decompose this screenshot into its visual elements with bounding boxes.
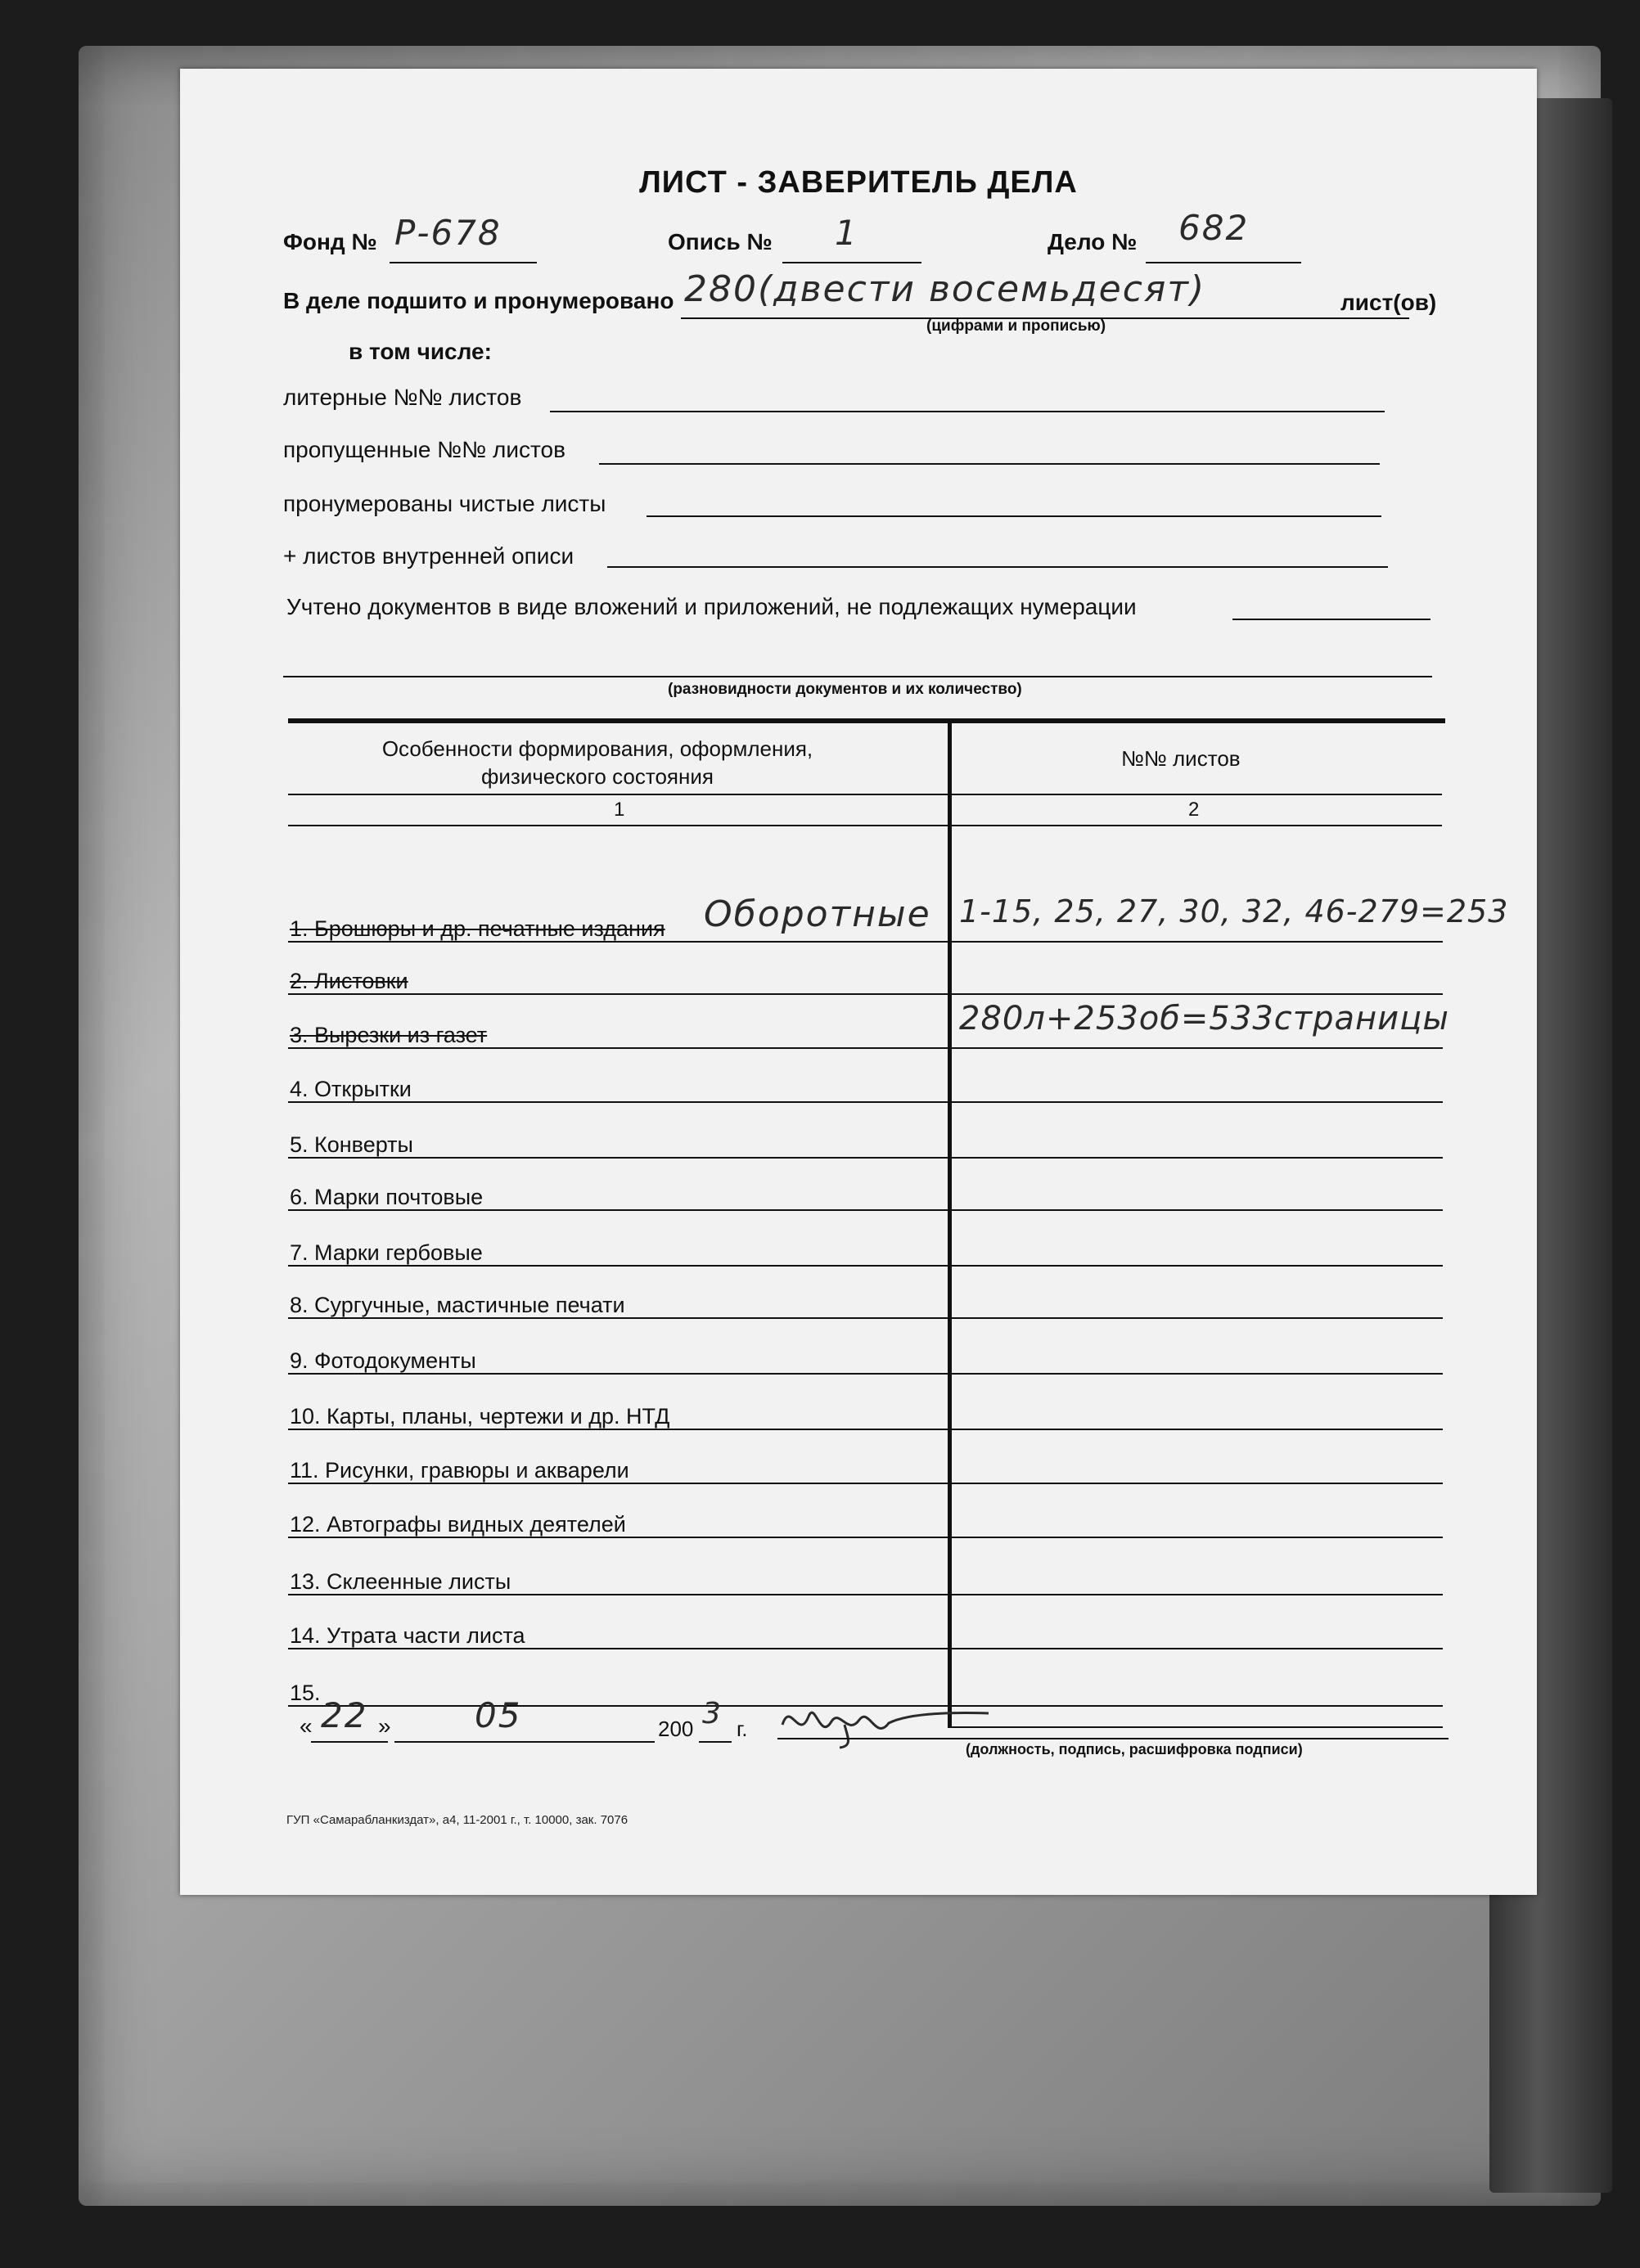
table-row-rule-right [952, 1648, 1443, 1649]
counted-underline-2 [283, 676, 1432, 677]
table-row-label: 15. [290, 1681, 321, 1705]
table-row-rule-right [952, 1157, 1443, 1159]
sewn-value: 280(двести восемьдесят) [684, 268, 1206, 310]
date-day-underline [311, 1741, 388, 1743]
table-row-label: 2. Листовки [290, 969, 408, 993]
blank-underline [647, 515, 1381, 517]
opis-underline [782, 262, 921, 263]
table-row-label: 10. Карты, планы, чертежи и др. НТД [290, 1404, 670, 1429]
table-row-rule-right [952, 1265, 1443, 1267]
date-month-underline [394, 1741, 655, 1743]
printer-imprint: ГУП «Самарабланкиздат», а4, 11-2001 г., т. 10000, зак. 7076 [286, 1813, 629, 1827]
table-row-rule-left [288, 1537, 948, 1538]
table-row-label: 14. Утрата части листа [290, 1623, 525, 1648]
counted-hint: (разновидности документов и их количество) [668, 681, 1022, 698]
blank-label: пронумерованы чистые листы [283, 491, 606, 516]
table-row-rule-right [952, 1209, 1443, 1211]
sewn-suffix: лист(ов) [1340, 290, 1437, 315]
table-row-rule-left [288, 993, 948, 995]
table-row-rule-left [288, 1047, 948, 1049]
table-row-label: 3. Вырезки из газет [290, 1023, 488, 1047]
table-row-rule-right [952, 1317, 1443, 1319]
table-column-divider [948, 723, 952, 1728]
table-row-rule-right [952, 1705, 1443, 1707]
table-row-rule-left [288, 1483, 948, 1484]
delo-value: 682 [1178, 208, 1250, 248]
table-row-rule-right [952, 1483, 1443, 1484]
col2-header: №№ листов [1121, 746, 1241, 771]
table-row-rule-left [288, 1317, 948, 1319]
table-top-rule [288, 718, 1445, 723]
table-row-label: 12. Автографы видных деятелей [290, 1512, 626, 1537]
sewn-label: В деле подшито и пронумеровано [283, 288, 674, 313]
table-row-label: 5. Конверты [290, 1132, 413, 1157]
number-divider [288, 825, 1442, 826]
date-month: 05 [475, 1695, 522, 1735]
table-row-rule-left [288, 941, 948, 943]
opis-value: 1 [835, 213, 858, 253]
table-row-rule-right [952, 1047, 1443, 1049]
table-row-value: 1-15, 25, 27, 30, 32, 46-279=253 [959, 893, 1509, 929]
litera-label: литерные №№ листов [283, 385, 522, 410]
table-row-rule-left [288, 1101, 948, 1103]
counted-label: Учтено документов в виде вложений и приложений, не подлежащих нумерации [286, 594, 1137, 619]
date-year-prefix: 200 [658, 1717, 694, 1741]
opis-label: Опись № [668, 229, 773, 254]
certification-sheet [180, 69, 1537, 1895]
col1-header: Особенности формирования, оформления, физического состояния [381, 736, 813, 789]
col2-number: 2 [1188, 799, 1200, 821]
date-quote-open: « [300, 1713, 313, 1739]
table-row-rule-right [952, 1594, 1443, 1595]
page-title: ЛИСТ - ЗАВЕРИТЕЛЬ ДЕЛА [639, 165, 1078, 200]
skipped-label: пропущенные №№ листов [283, 437, 565, 462]
table-row-label: 6. Марки почтовые [290, 1185, 484, 1209]
litera-underline [550, 411, 1385, 412]
signature-hint: (должность, подпись, расшифровка подписи) [966, 1741, 1303, 1757]
fond-value: Р-678 [394, 213, 502, 253]
including-label: в том числе: [349, 339, 492, 364]
table-row-rule-left [288, 1265, 948, 1267]
date-quote-close: » [378, 1713, 391, 1739]
table-row-rule-left [288, 1373, 948, 1375]
table-row-label: 7. Марки гербовые [290, 1240, 483, 1265]
fond-label: Фонд № [283, 229, 377, 254]
skipped-underline [599, 463, 1380, 465]
table-row-label: 9. Фотодокументы [290, 1348, 476, 1373]
table-row-rule-right [952, 941, 1443, 943]
table-row-rule-left [288, 1429, 948, 1430]
table-row-label: 13. Склеенные листы [290, 1569, 511, 1594]
table-row-value: 280л+253об=533страницы [959, 1000, 1449, 1037]
signature-mark [774, 1692, 995, 1749]
header-divider [288, 794, 1442, 795]
table-row-label: 11. Рисунки, гравюры и акварели [290, 1458, 629, 1483]
inner-label: + листов внутренней описи [283, 543, 574, 569]
table-row-rule-left [288, 1648, 948, 1649]
table-row-label: 8. Сургучные, мастичные печати [290, 1293, 625, 1317]
table-row-rule-right [952, 1373, 1443, 1375]
counted-underline [1232, 619, 1430, 620]
date-year-digit: 3 [702, 1697, 723, 1730]
date-year-suffix: г. [737, 1717, 748, 1741]
table-row-rule-left [288, 1209, 948, 1211]
col1-number: 1 [614, 799, 625, 821]
table-row-note: Оборотные [704, 893, 931, 935]
inner-underline [607, 566, 1388, 568]
table-row-rule-right [952, 993, 1443, 995]
delo-label: Дело № [1048, 229, 1138, 254]
table-row-rule-left [288, 1157, 948, 1159]
table-row-rule-right [952, 1537, 1443, 1538]
delo-underline [1146, 262, 1301, 263]
table-row-label: 4. Открытки [290, 1077, 412, 1101]
table-row-rule-right [952, 1429, 1443, 1430]
table-bottom-rule [952, 1726, 1443, 1728]
signature-underline [777, 1738, 1449, 1739]
table-row-rule-left [288, 1594, 948, 1595]
table-row-label: 1. Брошюры и др. печатные издания [290, 916, 665, 941]
fond-underline [390, 262, 537, 263]
date-year-underline [699, 1741, 732, 1743]
table-row-rule-right [952, 1101, 1443, 1103]
date-day: 22 [321, 1695, 368, 1735]
sewn-hint: (цифрами и прописью) [926, 317, 1106, 335]
